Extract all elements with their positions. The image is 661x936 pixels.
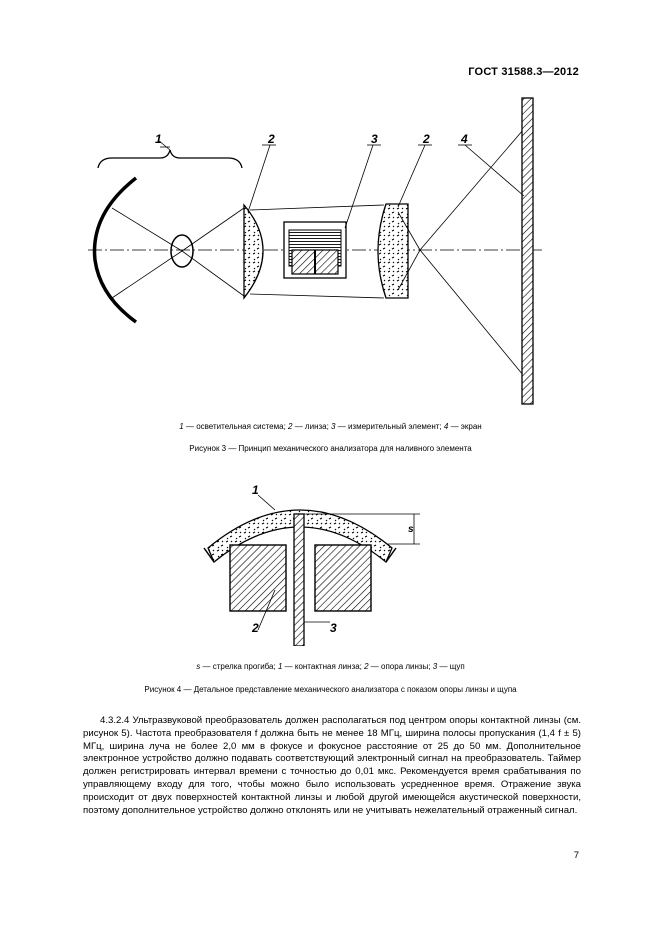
figure-4-legend: s — стрелка прогиба; 1 — контактная линза; 2 — опора линзы; 3 — щуп	[196, 662, 465, 671]
screen	[522, 98, 533, 404]
callout-3: 3	[371, 132, 378, 146]
callout-s: s	[408, 524, 414, 535]
brace	[98, 150, 242, 168]
figure-4-diagram	[0, 476, 661, 646]
callout-2-right: 2	[423, 132, 430, 146]
callout-2: 2	[252, 621, 259, 635]
lens-support-right	[315, 545, 371, 611]
callout-4: 4	[461, 132, 468, 146]
figure-3-caption: Рисунок 3 — Принцип механического анализатора для наливного элемента	[189, 444, 472, 453]
lens-support-left	[230, 545, 286, 611]
callout-1: 1	[252, 483, 259, 497]
callout-2-left: 2	[268, 132, 275, 146]
callout-1: 1	[155, 132, 162, 146]
figure-3-legend: 1 — осветительная система; 2 — линза; 3 — измерительный элемент; 4 — экран	[179, 422, 482, 431]
measuring-element	[284, 222, 346, 278]
lens-left	[244, 205, 263, 298]
document-header: ГОСТ 31588.3—2012	[468, 66, 579, 78]
lens-right	[378, 204, 408, 298]
callout-3: 3	[330, 621, 337, 635]
figure-4-caption: Рисунок 4 — Детальное представление механического анализатора с показом опоры линзы и щупа	[144, 685, 517, 694]
probe	[294, 514, 304, 646]
body-text	[83, 715, 581, 817]
paragraph-4-3-2-4: 4.3.2.4 Ультразвуковой преобразователь должен располагаться под центром опоры контактной линзы (см. рисунок 5). Частота преобразователя f должна быть не менее 18 МГц, ширина полосы пропускания (1,4 f ± 5) МГц, ширина луча не более 2,0 мм в фокусе и фокусное расстояние от 25 до 50 мм. Дополнительное электронное устройство должно подавать соответствующий электронный сигнал на преобразователь. Таймер должен регистрировать интервал времени с точностью до 0,01 мкс. Рекомендуется время срабатывания по управляющему входу для того, чтобы можно было использовать усредненное время. Отражение звука происходит от двух поверхностей контактной линзы и любой другой имеющейся акустической поверхности, поэтому дополнительное устройство должно отклонять или не учитывать нежелательный отраженный сигнал.	[83, 715, 581, 816]
figure-3-diagram	[0, 0, 661, 420]
page-number: 7	[573, 850, 579, 861]
